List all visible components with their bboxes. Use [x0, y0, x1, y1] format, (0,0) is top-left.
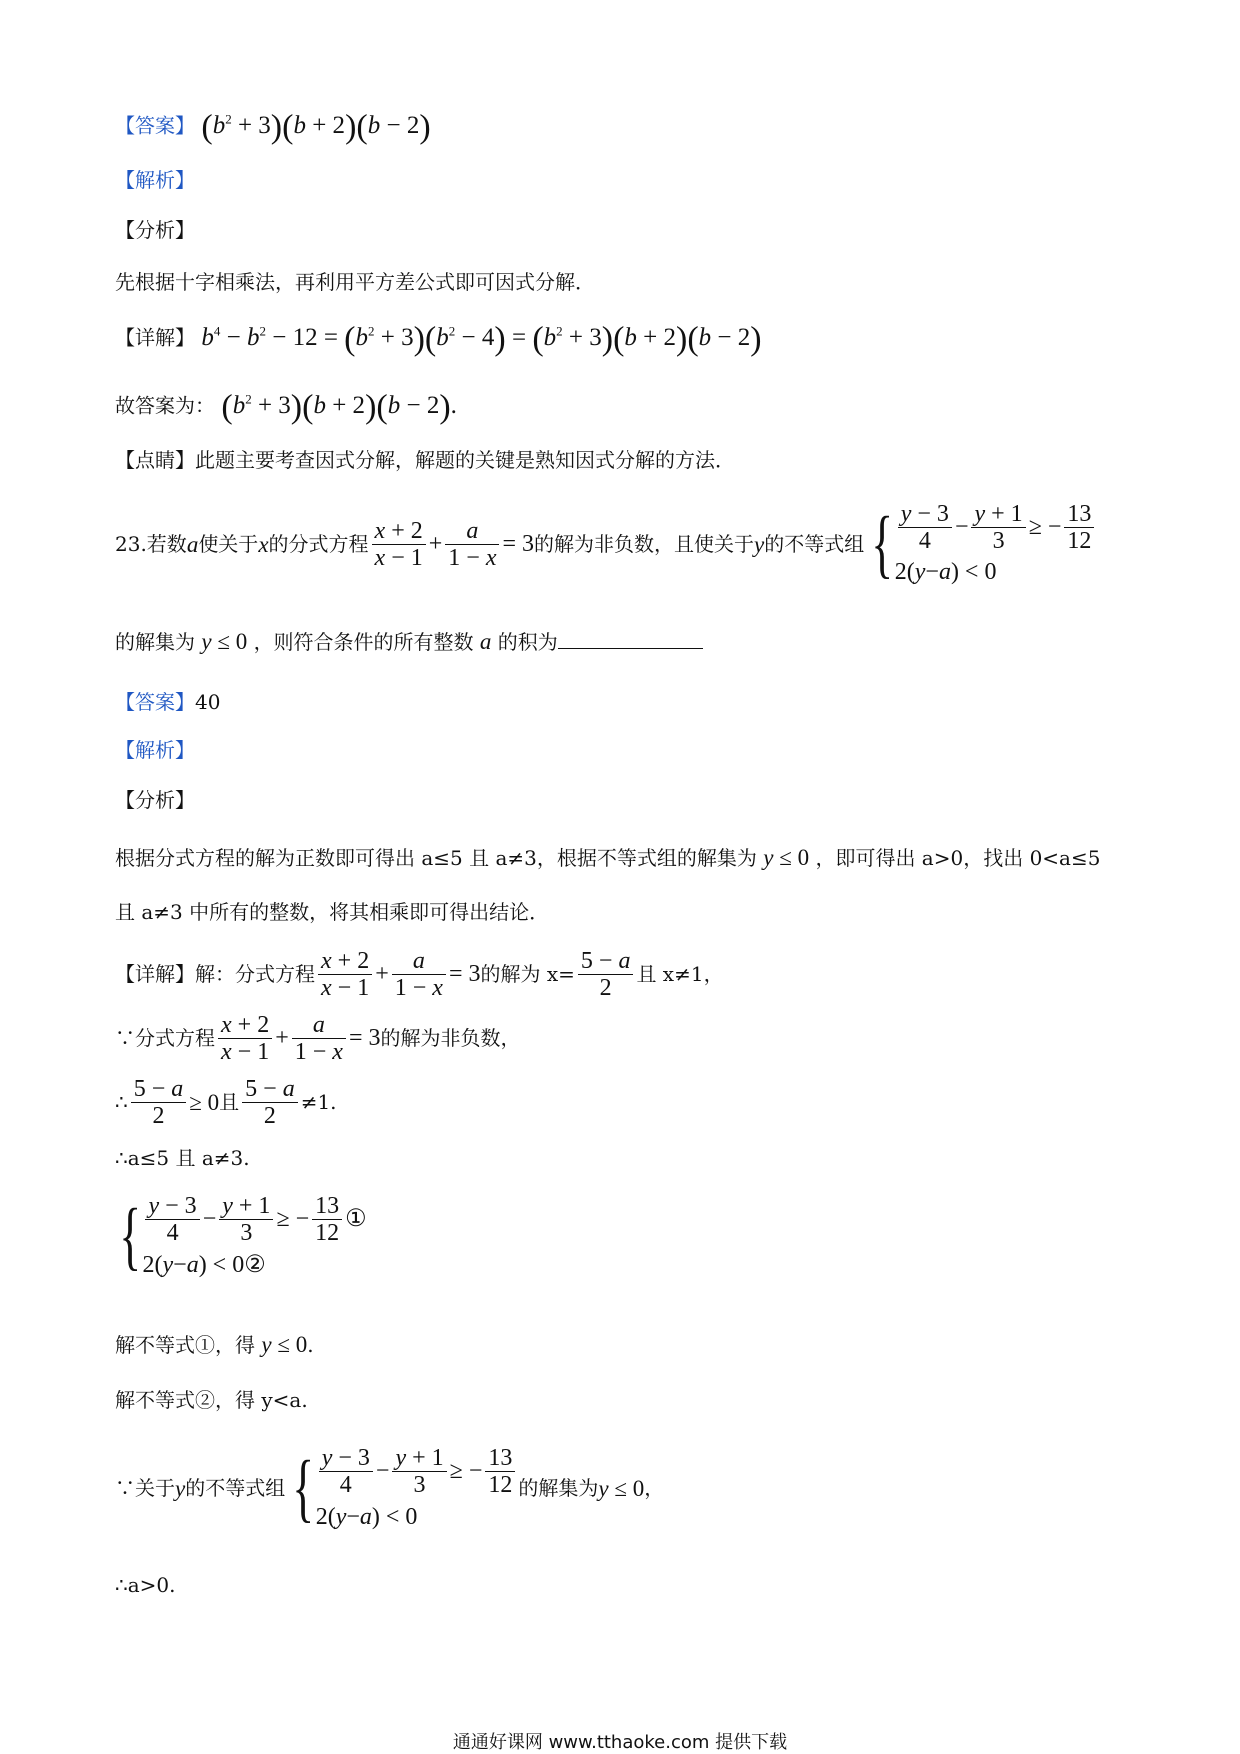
q22-conclusion-line	[115, 390, 457, 424]
q23-stem-text: 使关于	[198, 532, 259, 556]
fenxi-tag: 【分析】	[115, 788, 195, 812]
q23-analysis-tag-line	[115, 740, 195, 760]
q23-therefore2-line: ∴a≤5 且 a≠3.	[115, 1146, 250, 1170]
q22-detail-formula: $b^4 - b^2 - 12 = (b^2 + 3)(b^2 - 4) = (b^2 + 3)(b + 2)(b - 2)$	[201, 320, 762, 357]
q23-stem-line1: 23.若数 a 使关于 x 的分式方程 $\frac{x + 2}{x - 1}$ + $\frac{a}{1 - x}$ = 3 的解为非负数，且使关于 y 的不等式组 { $\frac{y - 3}{4}$ − $\frac{y + 1}{3}$ ≥ − $\frac{13}{12}$ 2( y − a ) < 0	[115, 498, 1097, 590]
q23-detail-text: 解：分式方程	[195, 962, 315, 986]
q23-therefore3-line: ∴a>0.	[115, 1573, 176, 1597]
q23-detail-line: 【详解】 解：分式方程 $\frac{x + 2}{x - 1}$ + $\frac{a}{1 - x}$ = 3 的解为 x= $\frac{5 - a}{2}$ 且 x≠1，	[115, 947, 724, 1001]
var-y: y	[754, 531, 765, 557]
q22-fenxi-text: 先根据十字相乘法，再利用平方差公式即可因式分解．	[115, 270, 595, 294]
q22-answer-formula: $(b^2 + 3)(b + 2)(b - 2)$	[201, 108, 431, 145]
var-y: y	[175, 1475, 186, 1501]
q23-because-text: ，	[644, 1476, 665, 1500]
answer-tag: 【答案】	[115, 690, 195, 714]
q23-because-text: 的解为非负数，	[380, 1026, 521, 1050]
q23-stem-text: 的解集为	[115, 630, 195, 654]
inequality-system: { $\frac{y - 3}{4}$ − $\frac{y + 1}{3}$ ≥ − $\frac{13}{12}$ 2( y − a ) < 0	[864, 499, 1097, 589]
fraction: $\frac{a}{1 - x}$	[445, 519, 499, 570]
q22-fenxi-tag-line	[115, 220, 195, 240]
analysis-tag: 【解析】	[115, 168, 195, 192]
q23-number: 23.若数	[115, 532, 187, 556]
q23-stem-line2: 的解集为 y ≤ 0 ，则符合条件的所有整数 a 的积为	[115, 630, 703, 653]
q23-because-text: 的不等式组	[185, 1476, 286, 1500]
q23-detail-text: 且 x≠1，	[636, 962, 724, 986]
answer-blank	[558, 630, 703, 649]
q23-therefore-text: 且	[219, 1090, 240, 1114]
q23-answer-line	[115, 692, 220, 712]
q23-because-text: ∵分式方程	[115, 1026, 215, 1050]
analysis-tag: 【解析】	[115, 738, 195, 762]
q23-stem-text: 的不等式组	[764, 532, 865, 556]
q23-therefore1-line: ∴ $\frac{5 - a}{2}$ ≥ 0 且 $\frac{5 - a}{2}$ ≠1.	[115, 1075, 337, 1129]
fraction: $\frac{x + 2}{x - 1}$	[372, 519, 426, 570]
detail-tag: 【详解】	[115, 325, 195, 350]
q22-answer-line	[115, 110, 431, 144]
q22-conclusion-prefix: 故答案为：	[115, 393, 215, 418]
inequality-system: { $\frac{y - 3}{4}$ − $\frac{y + 1}{3}$ ≥ − $\frac{13}{12}$ ① 2( y − a ) < 0 ②	[119, 1192, 367, 1278]
q23-fenxi-line1: 根据分式方程的解为正数即可得出 a≤5 且 a≠3，根据不等式组的解集为 y ≤ 0 ，即可得出 a>0，找出 0<a≤5	[115, 845, 1101, 870]
q23-because-text: ∵关于	[115, 1476, 175, 1500]
q23-answer-value: 40	[195, 690, 221, 714]
inequality-system: { $\frac{y - 3}{4}$ − $\frac{y + 1}{3}$ ≥ − $\frac{13}{12}$ 2( y − a ) < 0	[285, 1442, 518, 1534]
q23-stem-text: ，则符合条件的所有整数	[253, 630, 474, 654]
q22-dianjing-text: 此题主要考查因式分解，解题的关键是熟知因式分解的方法．	[195, 448, 735, 472]
q23-therefore-text: ≠1.	[300, 1090, 337, 1114]
q23-solve1-line: 解不等式①，得 y ≤ 0.	[115, 1332, 314, 1357]
q22-detail-line	[115, 322, 762, 356]
var-a: a	[479, 629, 492, 654]
answer-tag: 【答案】	[115, 113, 195, 138]
page-footer: 通通好课网 www.tthaoke.com 提供下载	[452, 1732, 788, 1753]
q23-stem-text: 的积为	[497, 630, 558, 654]
q23-detail-text: 的解为 x=	[480, 962, 575, 986]
q23-system-block	[112, 1190, 367, 1282]
q23-fenxi-text: ，即可得出 a>0，找出 0<a≤5	[815, 846, 1101, 870]
dianjing-tag: 【点睛】	[115, 448, 195, 472]
q23-solve2-line: 解不等式②，得 y<a.	[115, 1388, 308, 1412]
q23-fenxi-text: 根据分式方程的解为正数即可得出 a≤5 且 a≠3，根据不等式组的解集为	[115, 846, 757, 870]
detail-tag: 【详解】	[115, 962, 195, 986]
therefore-symbol: ∴	[115, 1090, 128, 1114]
circled-two: ②	[244, 1252, 266, 1278]
q23-solve-text: .	[307, 1333, 314, 1357]
q23-fenxi-tag-line	[115, 790, 195, 810]
circled-one: ①	[345, 1206, 367, 1232]
q23-because-text: 的解集为	[518, 1476, 599, 1500]
q23-because1-line: ∵分式方程 $\frac{x + 2}{x - 1}$ + $\frac{a}{1 - x}$ = 3 的解为非负数，	[115, 1011, 521, 1065]
fenxi-tag: 【分析】	[115, 218, 195, 242]
var-a: a	[186, 531, 199, 557]
q22-dianjing-line	[115, 450, 735, 470]
q23-because2-line: ∵关于 y 的不等式组 { $\frac{y - 3}{4}$ − $\frac{y + 1}{3}$ ≥ − $\frac{13}{12}$ 2( y − a ) < 0 的解集为 y ≤ 0 ，	[115, 1438, 664, 1538]
q23-stem-text: 的解为非负数，且使关于	[534, 532, 755, 556]
q23-solve-text: 解不等式①，得	[115, 1333, 255, 1357]
q22-conclusion-formula: $(b^2 + 3)(b + 2)(b - 2)$.	[221, 388, 457, 425]
q22-analysis-tag-line	[115, 170, 195, 190]
var-x: x	[258, 531, 269, 557]
q23-fenxi-line2: 且 a≠3 中所有的整数，将其相乘即可得出结论．	[115, 900, 550, 924]
q23-stem-text: 的分式方程	[268, 532, 369, 556]
